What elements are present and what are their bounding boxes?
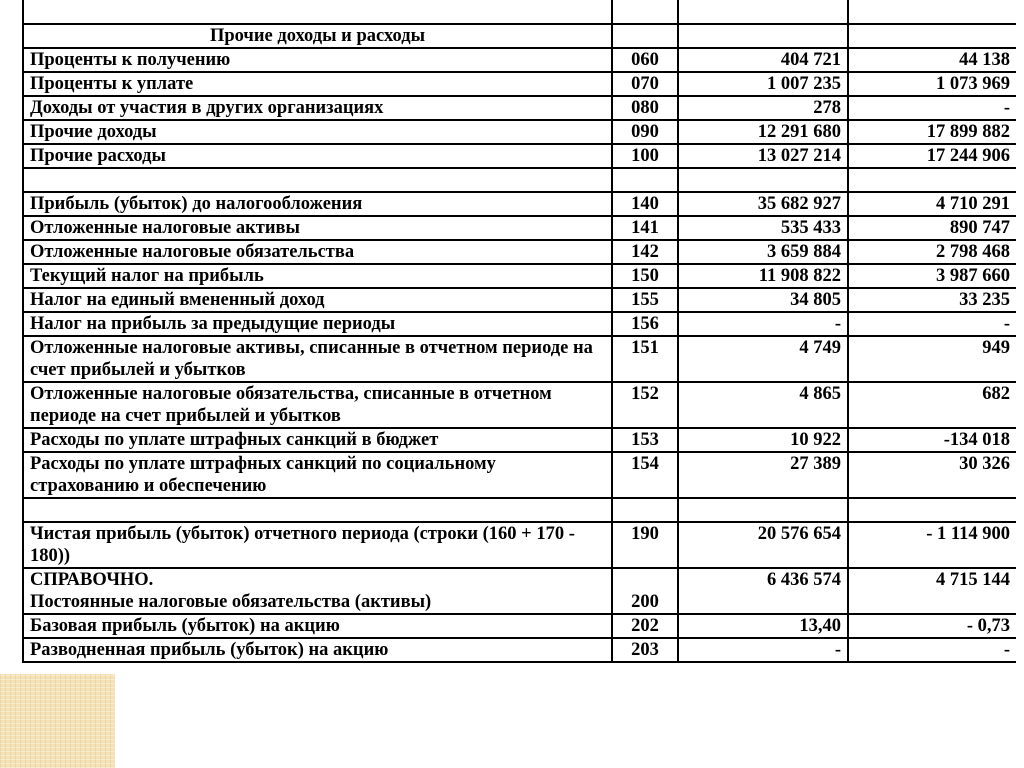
reference-label: Постоянные налоговые обязательства (активы) bbox=[30, 592, 432, 612]
table-row bbox=[23, 264, 1016, 288]
table-row bbox=[23, 288, 1016, 312]
blank-row bbox=[23, 498, 1016, 522]
row-name: Отложенные налоговые обязательства, списанные в отчетном периоде на счет прибылей и убытков bbox=[23, 382, 612, 428]
row-name: Отложенные налоговые активы, списанные в отчетном периоде на счет прибылей и убытков bbox=[23, 336, 612, 382]
row-code: 080 bbox=[612, 96, 678, 120]
table-row bbox=[23, 192, 1016, 216]
report-sheet bbox=[22, 0, 1016, 675]
row-code: 150 bbox=[612, 264, 678, 288]
row-current-value: - bbox=[678, 312, 848, 336]
row-previous-value: 30 326 bbox=[848, 452, 1016, 498]
row-name: Налог на единый вмененный доход bbox=[23, 288, 612, 312]
row-previous-value: 949 bbox=[848, 336, 1016, 382]
row-code: 140 bbox=[612, 192, 678, 216]
table-row-reference bbox=[23, 568, 1016, 614]
row-code: 190 bbox=[612, 522, 678, 568]
row-code: 090 bbox=[612, 120, 678, 144]
table-row bbox=[23, 240, 1016, 264]
row-name: Отложенные налоговые обязательства bbox=[23, 240, 612, 264]
row-previous-value: 682 bbox=[848, 382, 1016, 428]
table-row bbox=[23, 638, 1016, 662]
table-cell bbox=[612, 168, 678, 192]
header-cell bbox=[23, 0, 612, 24]
reference-heading: СПРАВОЧНО. bbox=[30, 570, 154, 590]
row-name: Расходы по уплате штрафных санкций в бюджет bbox=[23, 428, 612, 452]
row-code: 100 bbox=[612, 144, 678, 168]
row-current-value: 4 749 bbox=[678, 336, 848, 382]
table-row bbox=[23, 382, 1016, 428]
table-row bbox=[23, 72, 1016, 96]
row-code: 141 bbox=[612, 216, 678, 240]
row-code: 203 bbox=[612, 638, 678, 662]
row-previous-value: 1 073 969 bbox=[848, 72, 1016, 96]
row-current-value: - bbox=[678, 638, 848, 662]
financial-results-table bbox=[22, 0, 1016, 663]
row-previous-value: 4 715 144 bbox=[848, 568, 1016, 614]
row-code: 060 bbox=[612, 48, 678, 72]
blank-row bbox=[23, 168, 1016, 192]
row-previous-value: - 0,73 bbox=[848, 614, 1016, 638]
row-current-value: 13,40 bbox=[678, 614, 848, 638]
table-cell bbox=[848, 24, 1016, 48]
row-code: 070 bbox=[612, 72, 678, 96]
table-row bbox=[23, 144, 1016, 168]
row-current-value: 11 908 822 bbox=[678, 264, 848, 288]
row-name: Базовая прибыль (убыток) на акцию bbox=[23, 614, 612, 638]
row-current-value: 1 007 235 bbox=[678, 72, 848, 96]
row-current-value: 6 436 574 bbox=[678, 568, 848, 614]
row-code-cell bbox=[612, 568, 678, 614]
row-name: Прибыль (убыток) до налогообложения bbox=[23, 192, 612, 216]
table-cell bbox=[848, 168, 1016, 192]
row-current-value: 13 027 214 bbox=[678, 144, 848, 168]
row-name-stacked bbox=[23, 568, 612, 614]
row-code: 155 bbox=[612, 288, 678, 312]
row-current-value: 35 682 927 bbox=[678, 192, 848, 216]
row-current-value: 27 389 bbox=[678, 452, 848, 498]
row-current-value: 34 805 bbox=[678, 288, 848, 312]
row-current-value: 4 865 bbox=[678, 382, 848, 428]
row-name: Прочие расходы bbox=[23, 144, 612, 168]
table-row bbox=[23, 614, 1016, 638]
table-cell bbox=[23, 498, 612, 522]
row-current-value: 3 659 884 bbox=[678, 240, 848, 264]
table-cell bbox=[848, 498, 1016, 522]
table-header-row-clipped bbox=[23, 0, 1016, 24]
row-code: 142 bbox=[612, 240, 678, 264]
row-previous-value: - 1 114 900 bbox=[848, 522, 1016, 568]
row-name: Разводненная прибыль (убыток) на акцию bbox=[23, 638, 612, 662]
row-previous-value: 3 987 660 bbox=[848, 264, 1016, 288]
row-name: Налог на прибыль за предыдущие периоды bbox=[23, 312, 612, 336]
table-row bbox=[23, 216, 1016, 240]
table-row bbox=[23, 336, 1016, 382]
table-cell bbox=[612, 498, 678, 522]
row-name: Отложенные налоговые активы bbox=[23, 216, 612, 240]
row-code: 202 bbox=[612, 614, 678, 638]
row-name: Проценты к получению bbox=[23, 48, 612, 72]
row-previous-value: - bbox=[848, 96, 1016, 120]
row-name: Расходы по уплате штрафных санкций по социальному страхованию и обеспечению bbox=[23, 452, 612, 498]
row-current-value: 20 576 654 bbox=[678, 522, 848, 568]
row-code: 153 bbox=[612, 428, 678, 452]
table-row bbox=[23, 452, 1016, 498]
row-code: 200 bbox=[631, 592, 659, 612]
row-name: Чистая прибыль (убыток) отчетного периода (строки (160 + 170 - 180)) bbox=[23, 522, 612, 568]
table-cell bbox=[23, 168, 612, 192]
row-name: Прочие доходы bbox=[23, 120, 612, 144]
row-previous-value: 44 138 bbox=[848, 48, 1016, 72]
table-cell bbox=[678, 168, 848, 192]
row-code: 151 bbox=[612, 336, 678, 382]
table-cell bbox=[678, 498, 848, 522]
row-code: 152 bbox=[612, 382, 678, 428]
table-row bbox=[23, 428, 1016, 452]
header-cell bbox=[848, 0, 1016, 24]
row-previous-value: - bbox=[848, 638, 1016, 662]
row-current-value: 535 433 bbox=[678, 216, 848, 240]
section-title: Прочие доходы и расходы bbox=[23, 24, 612, 48]
table-cell bbox=[678, 24, 848, 48]
row-previous-value: 17 899 882 bbox=[848, 120, 1016, 144]
row-previous-value: 890 747 bbox=[848, 216, 1016, 240]
row-current-value: 12 291 680 bbox=[678, 120, 848, 144]
row-previous-value: -134 018 bbox=[848, 428, 1016, 452]
table-row bbox=[23, 96, 1016, 120]
row-previous-value: 2 798 468 bbox=[848, 240, 1016, 264]
row-name: Доходы от участия в других организациях bbox=[23, 96, 612, 120]
row-name: Проценты к уплате bbox=[23, 72, 612, 96]
table-row bbox=[23, 48, 1016, 72]
row-code: 156 bbox=[612, 312, 678, 336]
row-previous-value: 17 244 906 bbox=[848, 144, 1016, 168]
table-row bbox=[23, 312, 1016, 336]
row-current-value: 404 721 bbox=[678, 48, 848, 72]
row-current-value: 10 922 bbox=[678, 428, 848, 452]
table-cell bbox=[612, 24, 678, 48]
header-cell bbox=[612, 0, 678, 24]
table-row bbox=[23, 120, 1016, 144]
table-row-net-profit bbox=[23, 522, 1016, 568]
header-cell bbox=[678, 0, 848, 24]
row-current-value: 278 bbox=[678, 96, 848, 120]
row-previous-value: 33 235 bbox=[848, 288, 1016, 312]
row-name: Текущий налог на прибыль bbox=[23, 264, 612, 288]
row-code: 154 bbox=[612, 452, 678, 498]
row-previous-value: - bbox=[848, 312, 1016, 336]
section-title-row bbox=[23, 24, 1016, 48]
row-previous-value: 4 710 291 bbox=[848, 192, 1016, 216]
decorative-texture-tile bbox=[0, 674, 115, 768]
